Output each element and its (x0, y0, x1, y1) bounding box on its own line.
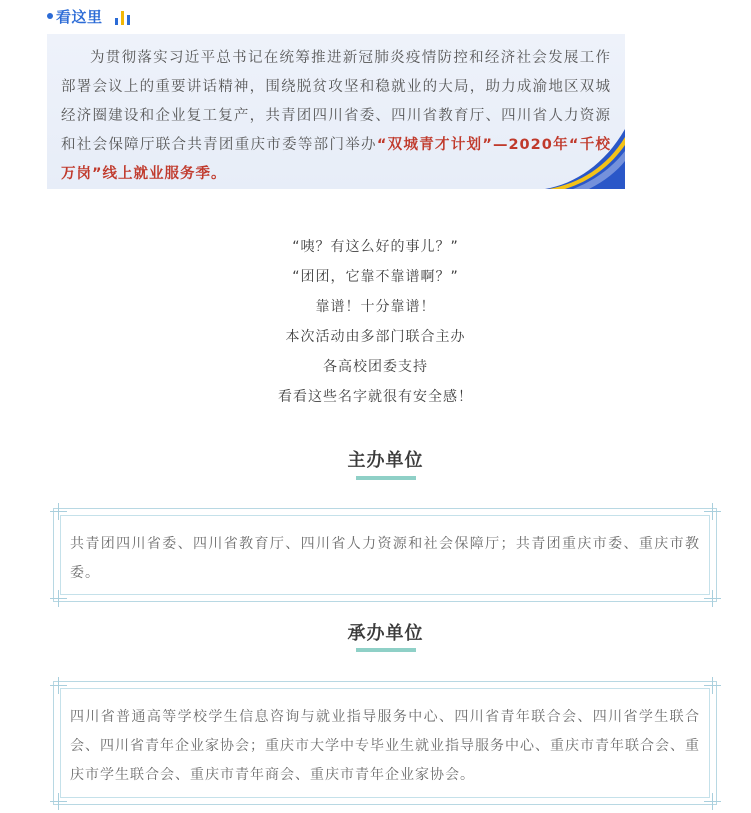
dialogue-line: 靠谱！十分靠谱！ (315, 299, 436, 315)
corner-cross-icon (50, 793, 67, 810)
sponsors-title: 主办单位 (347, 450, 424, 471)
organizers-underline (356, 648, 416, 652)
corner-cross-icon (704, 503, 721, 520)
intro-paragraph (61, 44, 611, 189)
corner-cross-icon (50, 503, 67, 520)
corner-cross-icon (50, 677, 67, 694)
bar-chart-icon (115, 7, 135, 25)
sponsors-box (53, 508, 717, 602)
corner-cross-icon (704, 677, 721, 694)
intro-box (47, 34, 625, 189)
dialogue-line: 本次活动由多部门联合主办 (285, 329, 466, 345)
sponsors-underline (356, 476, 416, 480)
corner-cross-icon (704, 590, 721, 607)
dialogue-line: 各高校团委支持 (323, 359, 428, 375)
organizers-box (53, 681, 717, 805)
header-title: 看这里 (56, 7, 103, 26)
corner-cross-icon (50, 590, 67, 607)
dialogue-line: 看看这些名字就很有安全感！ (278, 389, 473, 405)
dialogue-line: “团团，它靠不靠谱啊？” (292, 269, 459, 285)
sponsors-text: 共青团四川省委、四川省教育厅、四川省人力资源和社会保障厅；共青团重庆市委、重庆市教委。 (70, 536, 700, 581)
dialogue-lines (0, 232, 751, 412)
section-header (47, 5, 135, 27)
dialogue-line: “咦？有这么好的事儿？” (292, 239, 459, 255)
organizers-title: 承办单位 (347, 623, 424, 644)
intro-highlight: “双城青才计划”—2020年“千校万岗”线上就业服务季。 (61, 137, 611, 182)
corner-cross-icon (704, 793, 721, 810)
intro-text: 为贯彻落实习近平总书记在统筹推进新冠肺炎疫情防控和经济社会发展工作部署会议上的重要讲话精神，围绕脱贫攻坚和稳就业的大局，助力成渝地区双城经济圈建设和企业复工复产，共青团四川省委、四川省教育厅、四川省人力资源和社会保障厅联合共青团重庆市委等部门举办 (61, 50, 611, 153)
organizers-text: 四川省普通高等学校学生信息咨询与就业指导服务中心、四川省青年联合会、四川省学生联合会、四川省青年企业家协会；重庆市大学中专毕业生就业指导服务中心、重庆市青年联合会、重庆市学生联合会、重庆市青年商会、重庆市青年企业家协会。 (70, 709, 700, 783)
bullet-dot (47, 13, 53, 19)
